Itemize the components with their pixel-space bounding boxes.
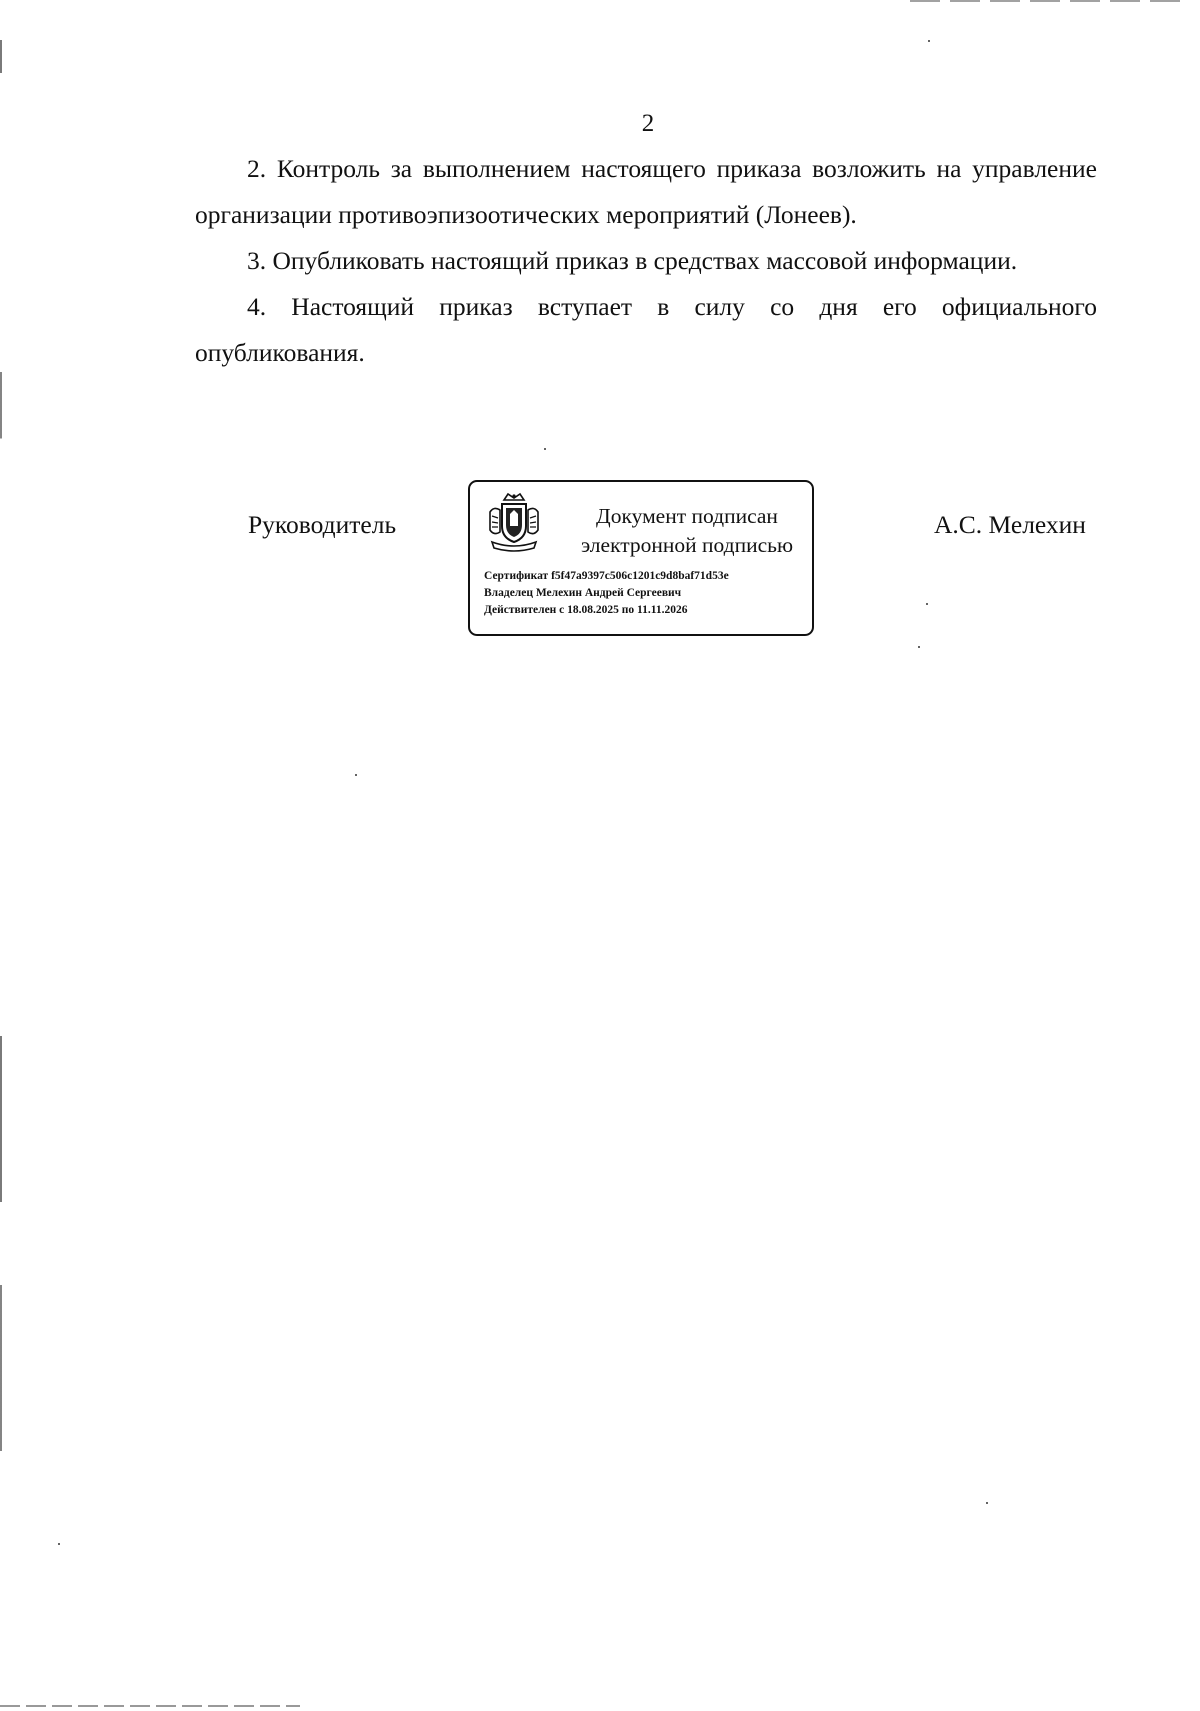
electronic-signature-stamp (468, 480, 814, 636)
scan-speck (926, 603, 928, 605)
scan-speck (928, 40, 930, 42)
certificate-number: Сертификат f5f47a9397c506c1201c9d8baf71d53e (484, 570, 729, 582)
paragraph-item-4: 4. Настоящий приказ вступает в силу со дня его официального опубликования. (195, 292, 1097, 367)
scan-speck (58, 1543, 60, 1545)
paragraph-item-3: 3. Опубликовать настоящий приказ в средствах массовой информации. (247, 246, 1018, 275)
scan-speck (544, 448, 546, 450)
paragraph-item-2: 2. Контроль за выполнением настоящего приказа возложить на управление организации противоэпизоотических мероприятий (Лонеев). (195, 154, 1097, 229)
signatory-name: А.С. Мелехин (934, 510, 1086, 539)
stamp-details (484, 568, 814, 619)
scan-edge-artifact (0, 1705, 300, 1707)
scan-speck (918, 646, 920, 648)
page-number: 2 (641, 110, 655, 137)
scan-speck (355, 774, 357, 776)
certificate-owner: Владелец Мелехин Андрей Сергеевич (484, 587, 682, 599)
scan-speck (986, 1502, 988, 1504)
document-body (195, 146, 1097, 376)
scan-edge-artifact (910, 0, 1190, 2)
certificate-validity: Действителен с 18.08.2025 по 11.11.2026 (484, 604, 688, 616)
stamp-heading (562, 502, 812, 560)
signature-block (0, 478, 1200, 638)
stamp-heading-line: электронной подписью (580, 533, 794, 557)
coat-of-arms-icon (486, 492, 542, 552)
scan-edge-artifact (0, 40, 2, 1700)
stamp-heading-line: Документ подписан (596, 504, 778, 528)
signatory-position: Руководитель (248, 510, 397, 539)
